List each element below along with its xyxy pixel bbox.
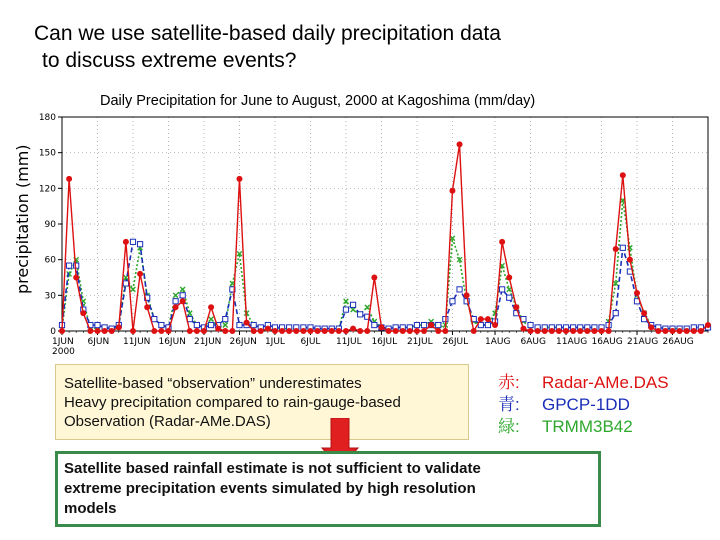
data-point (556, 328, 562, 334)
data-point (492, 322, 498, 328)
x-tick-label: 16JUL (371, 337, 398, 347)
data-point (584, 328, 590, 334)
chart-title: Daily Precipitation for June to August, 2000 at Kagoshima (mm/day) (100, 93, 536, 109)
data-point (350, 302, 355, 307)
data-point (421, 328, 427, 334)
x-tick-label: 21AUG (627, 337, 659, 347)
data-point (513, 304, 519, 310)
data-point (507, 295, 512, 300)
conclusion-box (55, 451, 601, 527)
data-point (542, 328, 548, 334)
x-tick-label: 16JUN (158, 337, 186, 347)
data-point (272, 328, 278, 334)
data-point (187, 328, 193, 334)
data-point (244, 320, 250, 326)
data-point (258, 328, 264, 334)
data-point (358, 312, 363, 317)
data-point (677, 328, 683, 334)
data-point (570, 328, 576, 334)
chart-series (59, 141, 711, 334)
y-axis-label: precipitation (mm) (13, 144, 32, 294)
data-point (123, 239, 129, 245)
data-point (165, 328, 171, 334)
data-point (499, 239, 505, 245)
y-tick-label: 90 (44, 220, 56, 230)
data-point (648, 324, 654, 330)
data-point (449, 188, 455, 194)
data-point (201, 328, 207, 334)
y-tick-label: 0 (50, 327, 56, 337)
underestimation-note (55, 364, 469, 440)
series-line (62, 144, 708, 331)
slide-title (34, 20, 674, 74)
data-point (180, 293, 185, 298)
data-point (222, 328, 228, 334)
series-radar-ame-das (59, 141, 711, 334)
note-line-2: Heavy precipitation compared to rain-gauge-based (64, 394, 401, 411)
data-point (131, 287, 136, 292)
data-point (442, 328, 448, 334)
data-point (371, 275, 377, 281)
data-point (698, 328, 704, 334)
data-point (286, 328, 292, 334)
data-point (66, 176, 72, 182)
legend-label-gpcp: GPCP-1DD (542, 395, 630, 414)
data-point (457, 141, 463, 147)
y-tick-label: 150 (38, 148, 56, 159)
data-point (577, 328, 583, 334)
legend-key-gpcp: 青: (498, 395, 520, 414)
data-point (74, 263, 79, 268)
legend-key-trmm: 緑: (498, 417, 520, 436)
data-point (123, 281, 128, 286)
x-tick-label: 21JUN (193, 337, 222, 347)
data-point (620, 245, 625, 250)
data-point (116, 324, 122, 330)
slide-title-line2: to discuss extreme events? (42, 49, 297, 72)
x-tick-label: 26AUG (662, 337, 694, 347)
x-tick-label: 26JUN (229, 337, 257, 347)
data-point (180, 298, 186, 304)
data-point (357, 328, 363, 334)
data-point (94, 328, 100, 334)
data-point (208, 322, 213, 327)
data-point (229, 328, 235, 334)
y-tick-label: 180 (38, 113, 56, 123)
data-point (421, 322, 426, 327)
data-point (670, 328, 676, 334)
data-point (208, 304, 214, 310)
data-point (279, 328, 285, 334)
note-line-3: Observation (Radar-AMe.DAS) (64, 413, 271, 430)
data-point (528, 328, 534, 334)
x-tick-label: 11JUL (335, 337, 362, 347)
data-point (436, 322, 441, 327)
x-tick-label-year: 2000 (52, 347, 75, 357)
data-point (194, 328, 200, 334)
data-point (66, 263, 71, 268)
data-point (315, 328, 321, 334)
data-point (336, 328, 342, 334)
data-point (173, 304, 179, 310)
data-point (215, 326, 221, 332)
data-point (549, 328, 555, 334)
data-point (450, 299, 455, 304)
data-point (535, 328, 541, 334)
y-tick-label: 30 (44, 291, 56, 302)
series-legend (498, 372, 669, 438)
data-point (485, 316, 491, 322)
x-tick-label: 11JUN (122, 337, 151, 347)
data-point (80, 310, 86, 316)
data-point (194, 322, 199, 327)
data-point (329, 328, 335, 334)
data-point (173, 293, 178, 298)
series-line (62, 242, 708, 329)
data-point (613, 311, 618, 316)
data-point (620, 172, 626, 178)
data-point (414, 322, 419, 327)
x-tick-label: 21JUL (406, 337, 433, 347)
legend-key-radar: 赤: (498, 373, 520, 392)
data-point (662, 328, 668, 334)
data-point (591, 328, 597, 334)
data-point (364, 328, 370, 334)
data-point (613, 246, 619, 252)
data-point (684, 328, 690, 334)
data-point (393, 328, 399, 334)
data-point (130, 328, 136, 334)
precipitation-chart (0, 100, 720, 365)
x-tick-label: 1JUN (52, 337, 74, 347)
data-point (59, 328, 65, 334)
x-tick-label: 6AUG (520, 337, 546, 347)
data-point (265, 326, 271, 332)
data-point (414, 328, 420, 334)
y-axis-ticks (39, 113, 62, 337)
data-point (655, 328, 661, 334)
data-point (209, 317, 214, 322)
slide-title-line1: Can we use satellite-based daily precipitation data (34, 22, 501, 45)
data-point (386, 328, 392, 334)
data-point (251, 322, 256, 327)
data-point (173, 299, 178, 304)
data-point (478, 316, 484, 322)
data-point (606, 328, 612, 334)
data-point (506, 275, 512, 281)
data-point (293, 328, 299, 334)
data-point (350, 326, 356, 332)
y-tick-label: 60 (44, 255, 56, 266)
x-tick-label: 11AUG (556, 337, 588, 347)
data-point (343, 307, 348, 312)
data-point (563, 328, 569, 334)
data-point (95, 322, 100, 327)
data-point (520, 326, 526, 332)
data-point (159, 322, 164, 327)
data-point (407, 328, 413, 334)
data-point (528, 322, 533, 327)
data-point (109, 328, 115, 334)
data-point (151, 328, 157, 334)
data-point (627, 257, 633, 263)
data-point (457, 287, 462, 292)
data-point (251, 328, 257, 334)
data-point (73, 275, 79, 281)
x-tick-label: 6JUN (87, 337, 110, 347)
x-tick-label: 26JUL (442, 337, 469, 347)
conclusion-line-1: Satellite based rainfall estimate is not sufficient to validate (64, 460, 481, 477)
x-tick-label: 6JUL (300, 337, 321, 347)
data-point (144, 304, 150, 310)
data-point (641, 310, 647, 316)
legend-item-radar (498, 372, 669, 394)
data-point (102, 328, 108, 334)
note-line-1: Satellite-based “observation” underestimates (64, 375, 362, 392)
data-point (435, 328, 441, 334)
data-point (130, 239, 135, 244)
data-point (152, 317, 157, 322)
x-axis-ticks (52, 331, 708, 357)
conclusion-line-2: extreme precipitation events simulated by high resolution (64, 480, 476, 497)
data-point (500, 287, 505, 292)
conclusion-line-3: models (64, 500, 117, 517)
data-point (137, 242, 142, 247)
data-point (343, 328, 349, 334)
data-point (634, 290, 640, 296)
data-point (158, 328, 164, 334)
data-point (599, 328, 605, 334)
x-tick-label: 16AUG (591, 337, 623, 347)
legend-item-gpcp (498, 394, 669, 416)
data-point (372, 322, 377, 327)
data-point (485, 322, 490, 327)
legend-label-radar: Radar-AMe.DAS (542, 373, 669, 392)
data-point (236, 176, 242, 182)
data-point (378, 324, 384, 330)
y-tick-label: 120 (38, 184, 56, 195)
data-point (428, 322, 434, 328)
data-point (137, 271, 143, 277)
data-point (223, 317, 228, 322)
data-point (471, 328, 477, 334)
legend-item-trmm (498, 416, 669, 438)
x-tick-label: 1AUG (485, 337, 511, 347)
x-tick-label: 1JUL (264, 337, 285, 347)
data-point (400, 328, 406, 334)
data-point (322, 328, 328, 334)
data-point (691, 328, 697, 334)
data-point (180, 287, 185, 292)
data-point (87, 328, 93, 334)
data-point (464, 292, 470, 298)
data-point (307, 328, 313, 334)
data-point (237, 322, 242, 327)
legend-label-trmm: TRMM3B42 (542, 417, 633, 436)
data-point (705, 322, 711, 328)
data-point (300, 328, 306, 334)
